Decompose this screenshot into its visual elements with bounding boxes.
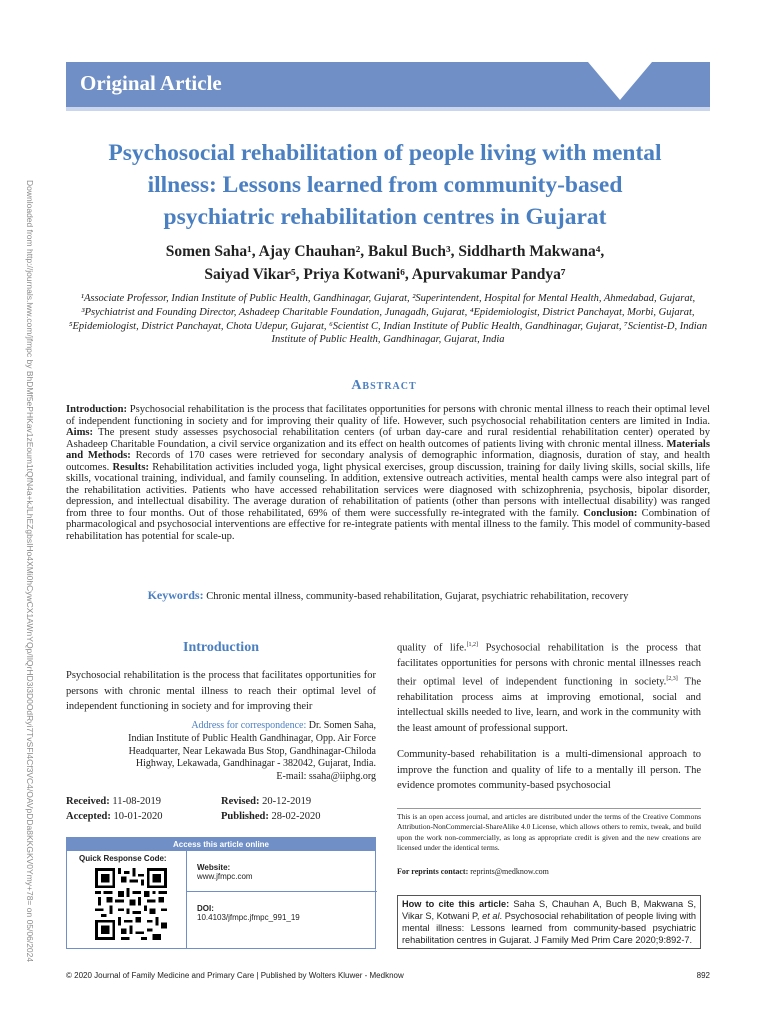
- received-date: Received: 11-08-2019: [66, 796, 161, 807]
- banner-notch-decoration: [588, 62, 652, 100]
- abstract-body: [66, 404, 710, 542]
- cite-label: How to cite this article:: [402, 899, 510, 909]
- accepted-date: Accepted: 10-01-2020: [66, 811, 163, 822]
- introduction-paragraph-3: Community-based rehabilitation is a multi-dimensional approach to improve the function and quality of life to a mentally ill person. The evidence promotes community-based psychosocial: [397, 749, 701, 792]
- correspondence-label: Address for correspondence:: [191, 720, 307, 731]
- license-notice: This is an open access journal, and articles are distributed under the terms of the Creative Commons Attribution-NonCommercial-ShareAlike 4.0 License, which allows others to remix, tweak, and build upon the work non-commercially, as long as appropriate credit is given and the new creations are licensed under the identical terms.: [397, 808, 701, 853]
- abstract-methods-label: Materials and Methods:: [66, 438, 710, 461]
- abstract-aims-label: Aims:: [66, 427, 94, 438]
- introduction-heading: Introduction: [183, 640, 259, 655]
- affiliations: ¹Associate Professor, Indian Institute of Public Health, Gandhinagar, Gujarat, ²Superintendent, Hospital for Mental Health, Ahmedabad, Gujarat, ³Psychiatrist and Founding Director, Ashadeep Charitable Foundation, Junagadh, Gujarat, ⁴Epidemiologist, District Panchayat, Morbi, Gujarat, ⁵Epidemiologist, District Panchayat, Chota Udepur, Gujarat, ⁶Scientist C, Indian Institute of Public Health, Gandhinagar, Gujarat, ⁷Scientist-D, Indian Institute of Public Health, Gandhinagar, Gujarat, India: [68, 293, 708, 346]
- access-heading: Access this article online: [67, 838, 375, 851]
- abstract-conclusion-text: Combination of pharmacological and psychosocial interventions are effective for re-integrate patients with mental illness to the family. This model of community-based rehabilitation has potential for scale-up.: [66, 507, 710, 542]
- abstract-heading: Abstract: [351, 378, 417, 393]
- download-note: Downloaded from http://journals.lww.com/jfmpc by BhDMf5ePHKav1zEoum1tQfN4a+kJLhEZgbsIHo4XMi0hCywCX1AWnYQp/IlQrHD3i3D0OdRyi7TvSFl4Cf3VC4/OAVpDDa8KKGKV0Ymy+78= on 05/06/2024: [25, 180, 35, 963]
- abstract-aims-text: The present study assesses psychosocial rehabilitation centers (of urban day-care and rural residential rehabilitation center) operated by Ashadeep Charitable Foundation, a civil service organization and its effect on health outcomes of patients living with chronic mental illness.: [66, 427, 710, 450]
- reprints-contact: For reprints contact: reprints@medknow.com: [397, 867, 549, 876]
- correspondence-name: Dr. Somen Saha,: [306, 720, 376, 731]
- doi-label: DOI:: [197, 904, 214, 913]
- abstract-intro-label: Introduction:: [66, 404, 128, 415]
- doi-link[interactable]: 10.4103/jfmpc.jfmpc_991_19: [197, 913, 300, 922]
- qr-code-icon[interactable]: [95, 868, 167, 940]
- authors-line-2: Saiyad Vikar⁵, Priya Kotwani⁶, Apurvakumar Pandya⁷: [204, 266, 566, 283]
- reprints-email[interactable]: reprints@medknow.com: [468, 867, 549, 876]
- citation-ref[interactable]: [2,3]: [666, 675, 678, 682]
- abstract-conclusion-label: Conclusion:: [583, 507, 638, 519]
- article-links: [197, 851, 373, 948]
- info-divider: [187, 891, 377, 892]
- website-link[interactable]: www.jfmpc.com: [197, 872, 253, 881]
- keywords-text: Chronic mental illness, community-based rehabilitation, Gujarat, psychiatric rehabilitation, recovery: [203, 591, 629, 602]
- abstract-methods-text: Records of 170 cases were retrieved for secondary analysis of demographic information, diagnosis, duration of stay, and health outcomes.: [66, 450, 710, 473]
- introduction-paragraph-1: Psychosocial rehabilitation is the process that facilitates opportunities for persons with chronic mental illness to reach their optimal level of independent functioning in society and for improving their: [66, 670, 376, 713]
- abstract-results-text: Rehabilitation activities included yoga, light physical exercises, group discussion, training for daily living skills, social skills, life skills, vocational training, individual, and family counseling. In addition, extensive outreach activities, mental health camps were also integral part of the rehabilitation activities. Patients who have accessed rehabilitation services were diagnosed with schizophrenia, psychosis, bipolar disorder, depression, and intellectual disability. The average duration of rehabilitation of patients (other than persons with intellectual disability) was ranged from three to four months. Out of those rehabilitated, 69% of them were successfully re-integrated with the family.: [66, 461, 710, 519]
- correspondence-line-4: Highway, Lekawada, Gandhinagar - 382042, Gujarat, India.: [135, 758, 376, 770]
- banner-underline: [66, 107, 710, 111]
- how-to-cite-box: How to cite this article: Saha S, Chauhan A, Buch B, Makwana S, Vikar S, Kotwani P, et al. Psychosocial rehabilitation of people living with mental illness: Lessons learned from community-based psychiatric rehabilitation centres in Gujarat. J Family Med Prim Care 2020;9:892-7.: [397, 895, 701, 949]
- published-date: Published: 28-02-2020: [221, 811, 321, 822]
- website-label: Website:: [197, 863, 231, 872]
- author-list: [80, 240, 690, 286]
- keywords: [66, 588, 710, 603]
- authors-line-1: Somen Saha¹, Ajay Chauhan², Bakul Buch³, Siddharth Makwana⁴,: [165, 243, 605, 260]
- article-title: Psychosocial rehabilitation of people living with mental illness: Lessons learned from community-based psychiatric rehabilitation centres in Gujarat: [108, 140, 662, 230]
- revised-date: Revised: 20-12-2019: [221, 796, 312, 807]
- keywords-label: Keywords:: [147, 588, 204, 602]
- abstract-intro-text: Psychosocial rehabilitation is the process that facilitates opportunities for persons with chronic mental illness to reach their optimal level of independent functioning in society and for improving their quality of life. However, such psychosocial rehabilitation centers are limited in India.: [66, 404, 710, 427]
- article-type-label: Original Article: [80, 71, 222, 95]
- abstract-results-label: Results:: [112, 461, 149, 473]
- footer-copyright: © 2020 Journal of Family Medicine and Primary Care | Published by Wolters Kluwer - Medknow: [66, 971, 404, 980]
- correspondence-line-2: Indian Institute of Public Health Gandhinagar, Opp. Air Force: [128, 732, 376, 744]
- introduction-paragraph-2: quality of life.[1,2] Psychosocial rehabilitation is the process that facilitates opportunities for persons with chronic mental illnesses reach their optimal level of independent functioning in society.[2,3] The rehabilitation process aims at improving emotional, social and intellectual skills needed to live, learn, and work in the community with the least amount of professional support.: [397, 642, 702, 734]
- access-online-box: [66, 837, 376, 949]
- correspondence-email: E-mail: ssaha@iiphg.org: [276, 771, 376, 783]
- correspondence-block: [66, 720, 376, 784]
- page-number: 892: [696, 971, 710, 980]
- article-dates: [66, 794, 376, 824]
- qr-label: Quick Response Code:: [79, 854, 167, 863]
- citation-ref[interactable]: [1,2]: [466, 642, 479, 648]
- page-footer: [66, 971, 710, 980]
- correspondence-line-3: Headquarter, Near Lekawada Bus Stop, Gandhinagar-Chiloda: [128, 745, 376, 757]
- download-watermark: [3, 180, 37, 963]
- qr-section: [67, 851, 187, 948]
